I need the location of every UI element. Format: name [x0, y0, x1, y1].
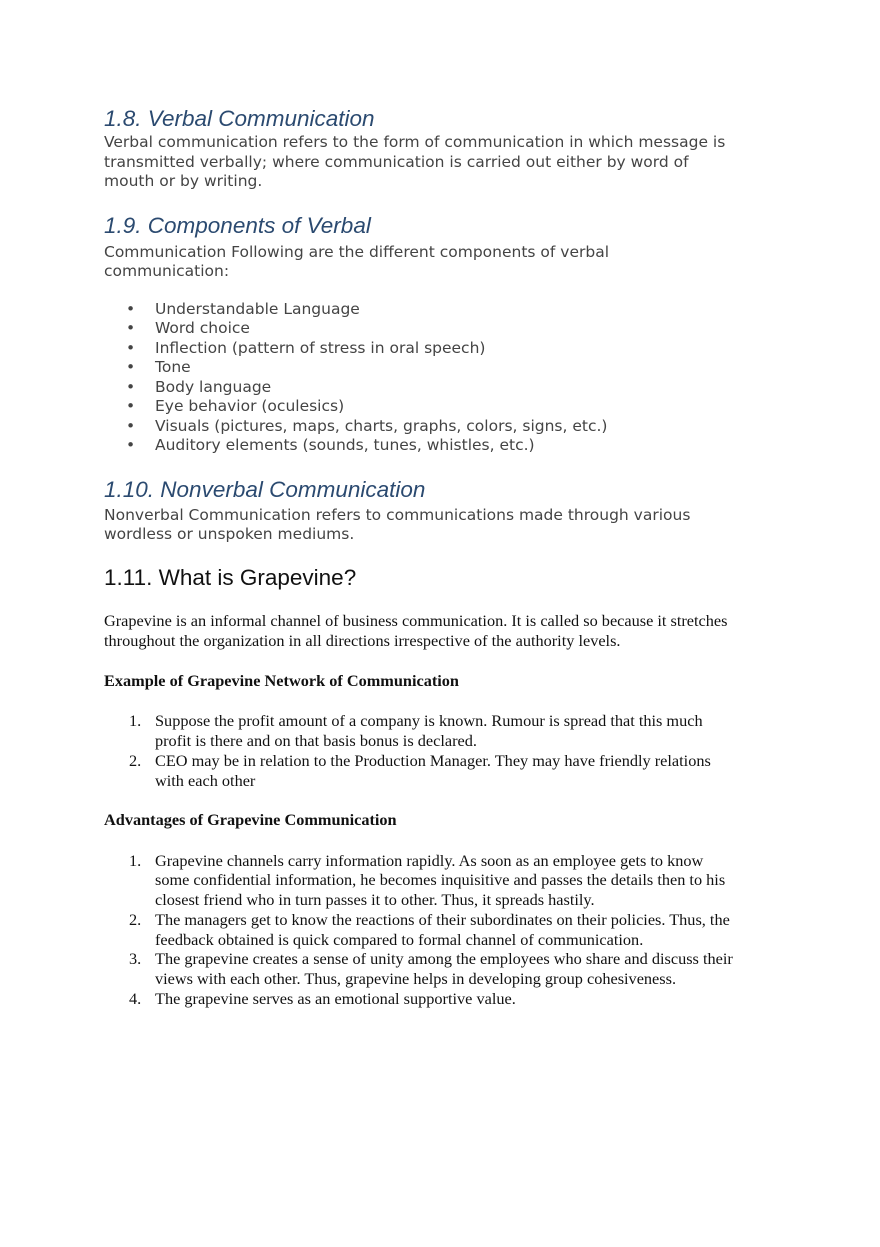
- list-item: • Understandable Language: [126, 299, 360, 318]
- advantages-heading: Advantages of Grapevine Communication: [104, 809, 397, 829]
- bullet-icon: •: [126, 299, 136, 318]
- heading-nonverbal-communication: 1.10. Nonverbal Communication: [104, 476, 426, 502]
- list-item: 3. The grapevine creates a sense of unity among the employees who share and discuss their views with each other. Thus, grapevine helps in developing group cohesiveness.: [129, 949, 733, 989]
- list-item: 4. The grapevine serves as an emotional supportive value.: [129, 989, 516, 1009]
- heading-verbal-communication: 1.8. Verbal Communication: [104, 106, 375, 131]
- list-item: • Auditory elements (sounds, tunes, whistles, etc.): [126, 436, 535, 454]
- bullet-icon: •: [126, 338, 136, 357]
- list-item: • Body language: [126, 377, 272, 396]
- list-item: • Visuals (pictures, maps, charts, graphs, colors, signs, etc.): [126, 416, 608, 435]
- list-item: 1. Grapevine channels carry information rapidly. As soon as an employee gets to know some confidential information, he becomes inquisitive and passes the details then to his closest friend who in turn passes it to other. Thus, it spreads hastily.: [129, 850, 726, 910]
- list-item: • Inflection (pattern of stress in oral speech): [126, 338, 486, 357]
- components-paragraph: Communication Following are the different components of verbal communication:: [104, 242, 610, 280]
- bullet-icon: •: [126, 397, 136, 415]
- bullet-icon: •: [126, 319, 136, 337]
- bullet-icon: •: [126, 416, 136, 435]
- nonverbal-paragraph: Nonverbal Communication refers to communications made through various wordless or unspoken mediums.: [104, 505, 691, 543]
- grapevine-paragraph: Grapevine is an informal channel of business communication. It is called so because it stretches throughout the organization in all directions irrespective of the authority levels.: [104, 610, 728, 650]
- heading-components-of-verbal: 1.9. Components of Verbal: [104, 212, 371, 238]
- list-item: • Word choice: [126, 319, 250, 337]
- list-item: • Tone: [126, 358, 191, 376]
- components-bullet-list: [104, 300, 880, 456]
- advantages-list: [104, 851, 880, 1009]
- list-item: 2. CEO may be in relation to the Production Manager. They may have friendly relations with each other: [129, 750, 711, 790]
- list-item: 1. Suppose the profit amount of a company is known. Rumour is spread that this much profit is there and on that basis bonus is declared.: [129, 710, 703, 750]
- bullet-icon: •: [126, 358, 136, 376]
- heading-what-is-grapevine: 1.11. What is Grapevine?: [104, 564, 357, 590]
- list-item: 2. The managers get to know the reactions of their subordinates on their policies. Thus, the feedback obtained is quick compared to formal channel of communication.: [129, 909, 730, 949]
- verbal-communication-paragraph: Verbal communication refers to the form of communication in which message is transmitted verbally; where communication is carried out either by word of mouth or by writing.: [104, 133, 726, 190]
- bullet-icon: •: [126, 436, 136, 454]
- list-item: • Eye behavior (oculesics): [126, 397, 345, 415]
- bullet-icon: •: [126, 377, 136, 396]
- example-list: [104, 711, 880, 791]
- example-heading: Example of Grapevine Network of Communication: [104, 670, 459, 690]
